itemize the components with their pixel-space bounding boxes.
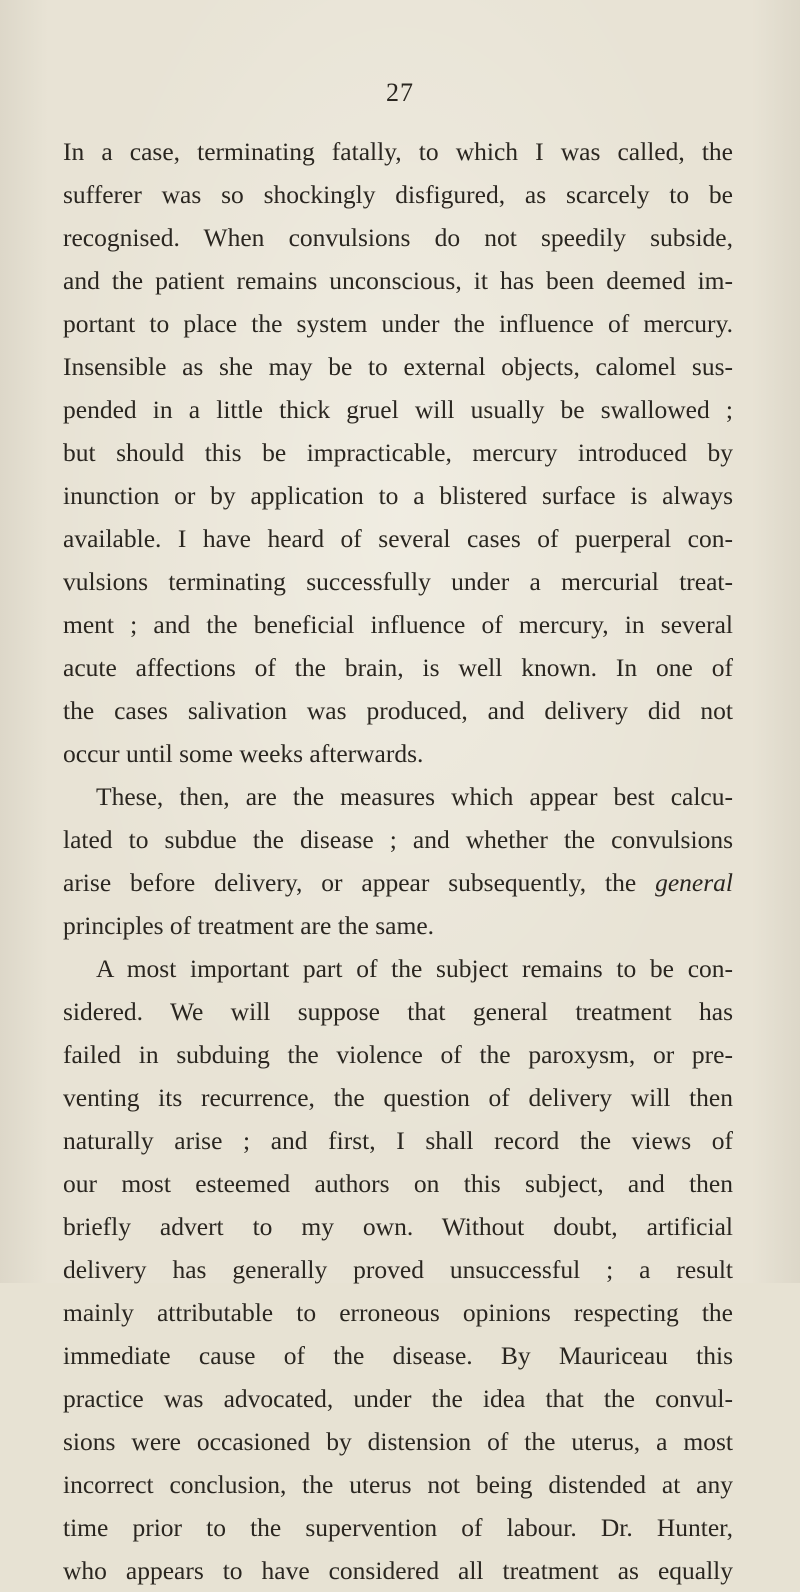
body-text (63, 130, 733, 1592)
text-line: immediate cause of the disease. By Mauriceau this (63, 1341, 733, 1370)
text-line: recognised. When convulsions do not speedily subside, (63, 223, 733, 252)
text-line: time prior to the supervention of labour. Dr. Hunter, (63, 1513, 733, 1542)
text-line: lated to subdue the disease ; and whether the convulsions (63, 825, 733, 854)
text-line: practice was advocated, under the idea that the convul- (63, 1384, 733, 1413)
text-line: delivery has generally proved unsuccessful ; a result (63, 1255, 733, 1284)
text-line: sufferer was so shockingly disfigured, as scarcely to be (63, 180, 733, 209)
text-line: vulsions terminating successfully under a mercurial treat- (63, 567, 733, 596)
page-number: 27 (386, 78, 414, 107)
text-line: the cases salivation was produced, and delivery did not (63, 696, 733, 725)
text-line: occur until some weeks afterwards. (63, 739, 424, 768)
text-line: but should this be impracticable, mercury introduced by (63, 438, 733, 467)
text-line: sions were occasioned by distension of the uterus, a most (63, 1427, 733, 1456)
text-line: Insensible as she may be to external objects, calomel sus- (63, 352, 733, 381)
text-line: venting its recurrence, the question of delivery will then (63, 1083, 733, 1112)
text-line: principles of treatment are the same. (63, 911, 435, 940)
text-line: acute affections of the brain, is well known. In one of (63, 653, 733, 682)
italic-word: general (655, 868, 733, 897)
text-line: mainly attributable to erroneous opinions respecting the (63, 1298, 733, 1327)
text-line: naturally arise ; and first, I shall record the views of (63, 1126, 733, 1155)
text-line: pended in a little thick gruel will usually be swallowed ; (63, 395, 733, 424)
text-line: failed in subduing the violence of the paroxysm, or pre- (63, 1040, 733, 1069)
text-line: These, then, are the measures which appear best calcu- (96, 782, 733, 811)
text-line: In a case, terminating fatally, to which I was called, the (63, 137, 733, 166)
text-line-with-italic (63, 861, 733, 904)
text-line: sidered. We will suppose that general treatment has (63, 997, 733, 1026)
text-line: briefly advert to my own. Without doubt, artificial (63, 1212, 733, 1241)
text-line: portant to place the system under the influence of mercury. (63, 309, 733, 338)
text-line: our most esteemed authors on this subject, and then (63, 1169, 733, 1198)
text-line-part: arise before delivery, or appear subsequently, the (63, 868, 637, 897)
text-line: incorrect conclusion, the uterus not being distended at any (63, 1470, 733, 1499)
text-line: who appears to have considered all treatment as equally (63, 1556, 733, 1585)
text-line: ment ; and the beneficial influence of mercury, in several (63, 610, 733, 639)
text-line: inunction or by application to a blistered surface is always (63, 481, 733, 510)
text-line: and the patient remains unconscious, it has been deemed im- (63, 266, 733, 295)
text-line: available. I have heard of several cases of puerperal con- (63, 524, 733, 553)
text-line: A most important part of the subject remains to be con- (96, 954, 733, 983)
